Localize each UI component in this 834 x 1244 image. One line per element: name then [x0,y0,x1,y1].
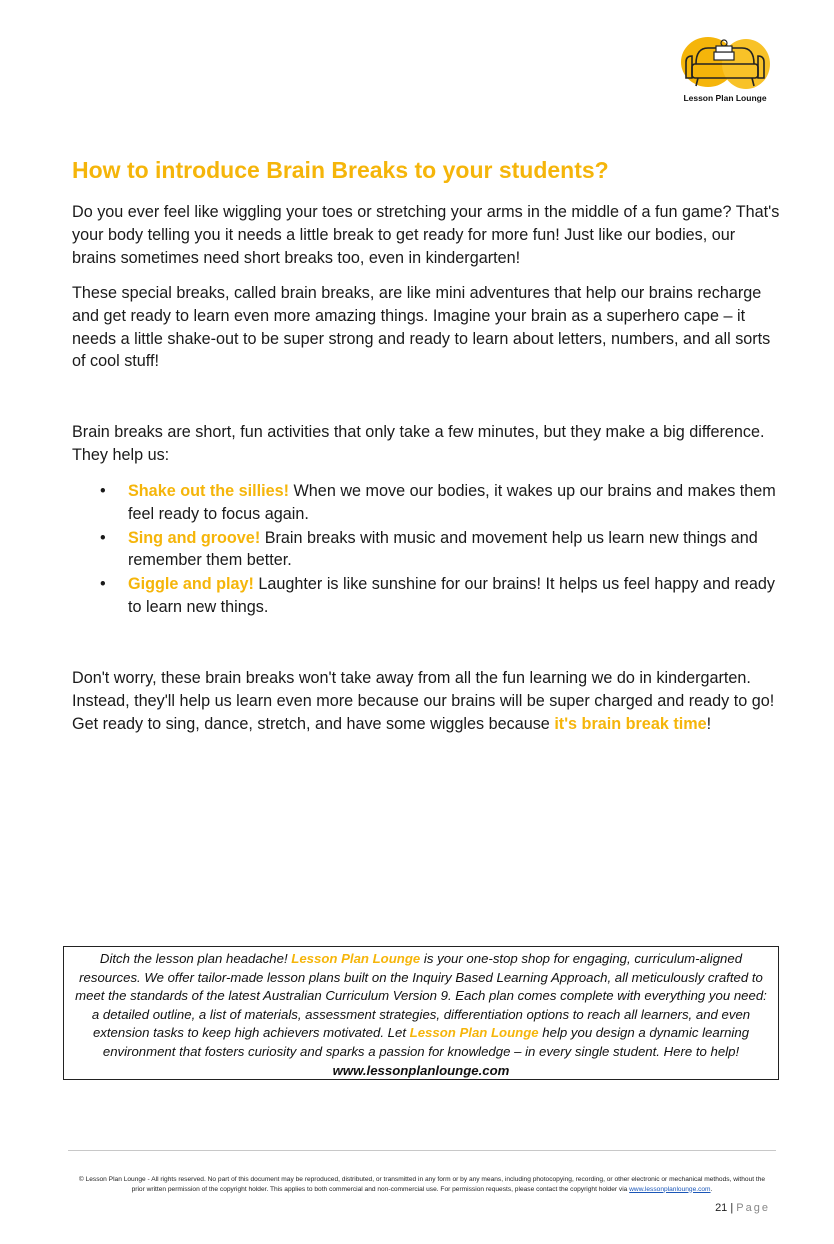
brain-breaks-paragraph: These special breaks, called brain breaks, are like mini adventures that help our brains recharge and get ready to learn even more amazing things. Imagine your brain as a superhero cape – it needs a little shake-out to be super strong and ready to learn about letters, numbers, and all sorts of cool stuff! [72,284,771,371]
benefits-list [72,480,780,620]
benefit-text: When we move our bodies, it wakes up our brains and makes them feel ready to focus again. [128,482,776,523]
list-item [72,527,780,573]
benefit-text: Brain breaks with music and movement help us learn new things and remember them better. [128,528,758,570]
benefit-highlight: Shake out the sillies! [128,482,290,500]
closing-text: Don't worry, these brain breaks won't take away from all the fun learning we do in kindergarten. Instead, they'll help us learn even more because our brains will be super charged and ready to go! Get ready to sing, dance, stretch, and have some wiggles because [72,669,775,733]
page-number-value: 21 [715,1202,728,1214]
bullet-icon: • [100,528,106,547]
page-title: How to introduce Brain Breaks to your students? [72,157,609,183]
list-item [72,573,780,619]
closing-highlight: it's brain break time [554,714,707,733]
list-item [72,480,780,526]
promo-text: help you design a dynamic learning environment that fosters curiosity and sparks a passion for knowledge – in every single student. Here to help! [102,1025,750,1059]
promo-brand: Lesson Plan Lounge [291,951,421,966]
page-number [715,1202,770,1214]
bullet-icon: • [100,482,106,500]
closing-paragraph [72,667,780,735]
footer-divider [68,1150,776,1151]
page-separator: | [727,1202,737,1214]
bullet-icon: • [100,575,106,594]
logo-text: Lesson Plan Lounge [683,93,767,103]
intro-paragraph: Do you ever feel like wiggling your toes or stretching your arms in the middle of a fun game? That's your body telling you it needs a little break to get ready for more fun! Just like our bodies, our brains sometimes need short breaks too, even in kindergarten! [72,203,780,267]
benefit-highlight: Giggle and play! [128,575,254,594]
benefit-text: Laughter is like sunshine for our brains! It helps us feel happy and ready to learn new things. [128,575,775,616]
copyright-end: . [710,1185,713,1193]
benefits-intro-paragraph: Brain breaks are short, fun activities that only take a few minutes, but they make a big difference. They help us: [72,423,765,464]
promo-text: is your one-stop shop for engaging, curriculum-aligned resources. We offer tailor-made lesson plans built on the Inquiry Based Learning Approach, all meticulously crafted to meet the standards of the latest Australian Curriculum Version 9. Each plan comes complete with everything you need: a detailed outline, a list of materials, assessment strategies, differentiation options to reach all learners, and even extension tasks to keep high achievers motivated. Let [75,951,767,1041]
page-label: Page [736,1202,770,1214]
copyright-link[interactable]: www.lessonplanlounge.com [629,1185,711,1193]
sofa-logo-icon [678,34,772,94]
promo-text: Ditch the lesson plan headache! [99,951,292,966]
copyright-notice [72,1175,772,1194]
benefit-highlight: Sing and groove! [128,528,261,547]
logo [678,34,772,106]
promo-website: www.lessonplanlounge.com [332,1062,510,1078]
copyright-text: © Lesson Plan Lounge - All rights reserved. No part of this document may be reproduced, distributed, or transmitted in any form or by any means, including photocopying, recording, or other electronic or mechanical methods, without the prior written permission of the copyright holder. This applies to both commercial and non-commercial use. For permission requests, please contact the copyright holder via [78,1176,766,1193]
promo-box [63,946,779,1080]
promo-brand: Lesson Plan Lounge [409,1025,539,1041]
closing-end: ! [706,714,712,733]
